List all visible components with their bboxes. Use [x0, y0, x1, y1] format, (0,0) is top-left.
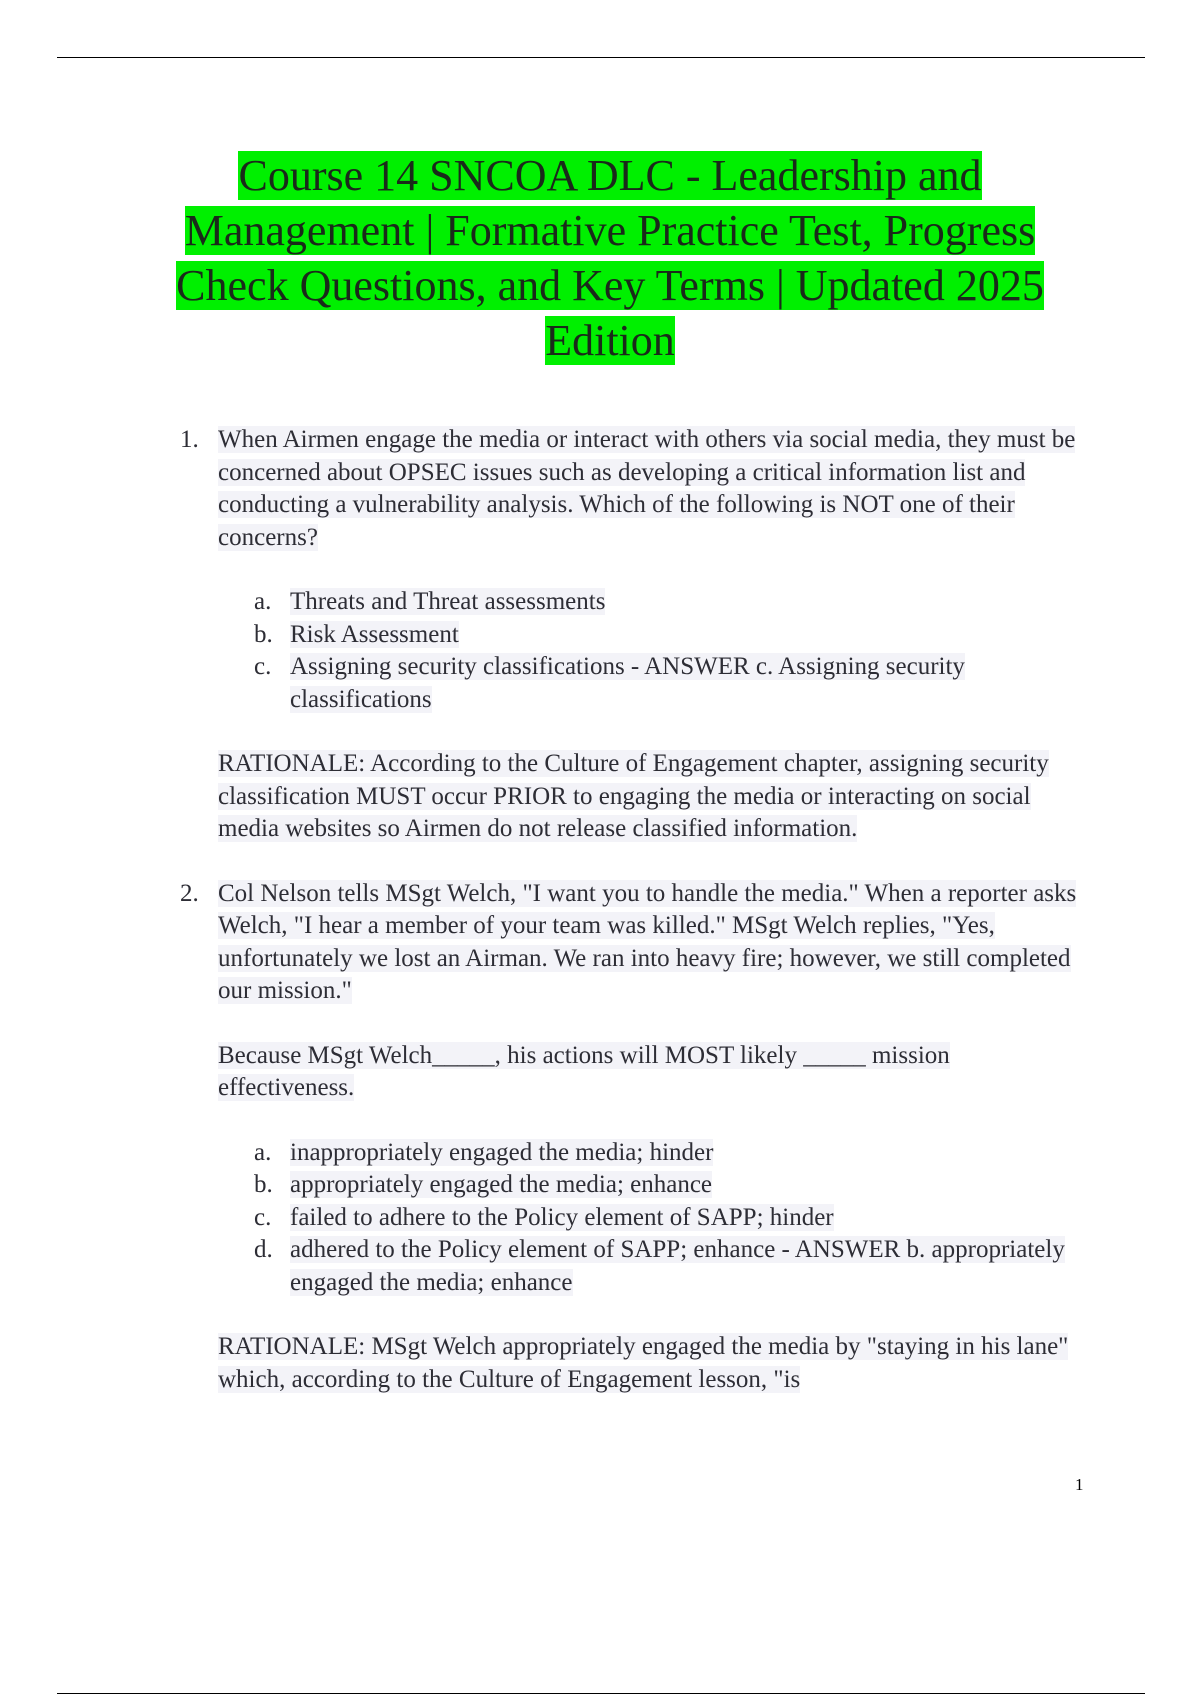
answer-option: c. Assigning security classifications - ANSWER c. Assigning security classifications: [254, 653, 965, 713]
question-body: [218, 424, 1085, 846]
question-2: [180, 878, 1085, 1397]
rationale: RATIONALE: MSgt Welch appropriately engaged the media by "staying in his lane" which, according to the Culture of Engagement lesson, "is: [218, 1333, 1069, 1393]
top-rule: [57, 57, 1145, 58]
answer-option: c. failed to adhere to the Policy element of SAPP; hinder: [254, 1203, 834, 1231]
page-number: 1: [1075, 1475, 1084, 1494]
bottom-rule: [57, 1693, 1145, 1694]
document-title: [130, 148, 1090, 368]
document-body: [180, 424, 1085, 1396]
answer-option: a. Threats and Threat assessments: [254, 588, 606, 615]
answer-options: [254, 1137, 1085, 1300]
question-stem: Col Nelson tells MSgt Welch, "I want you to handle the media." When a reporter asks Welch, "I hear a member of your team was killed." MSgt Welch replies, "Yes, unfortunately we lost an Airman. We ran into heavy fire; however, we still completed our mission.": [218, 879, 1077, 1004]
answer-option: a. inappropriately engaged the media; hinder: [254, 1138, 714, 1166]
question-stem-continued: Because MSgt Welch_____, his actions will MOST likely _____ mission effectiveness.: [218, 1041, 950, 1101]
question-number: 2.: [180, 879, 199, 907]
question-stem: When Airmen engage the media or interact with others via social media, they must be concerned about OPSEC issues such as developing a critical information list and conducting a vulnerability analysis. Which of the following is NOT one of their concerns?: [218, 426, 1076, 551]
answer-option: b. Risk Assessment: [254, 620, 459, 648]
answer-option: d. adhered to the Policy element of SAPP; enhance - ANSWER b. appropriately engaged the media; enhance: [254, 1236, 1065, 1296]
question-number: 1.: [180, 426, 199, 453]
title-text: Course 14 SNCOA DLC - Leadership and Management | Formative Practice Test, Progress Check Questions, and Key Terms | Updated 2025 Edition: [176, 151, 1044, 365]
answer-options: [254, 586, 1085, 716]
rationale: RATIONALE: According to the Culture of Engagement chapter, assigning security classification MUST occur PRIOR to engaging the media or interacting on social media websites so Airmen do not release classified information.: [218, 750, 1049, 842]
answer-option: b. appropriately engaged the media; enhance: [254, 1171, 713, 1198]
question-body: [218, 878, 1085, 1397]
question-1: [180, 424, 1085, 846]
